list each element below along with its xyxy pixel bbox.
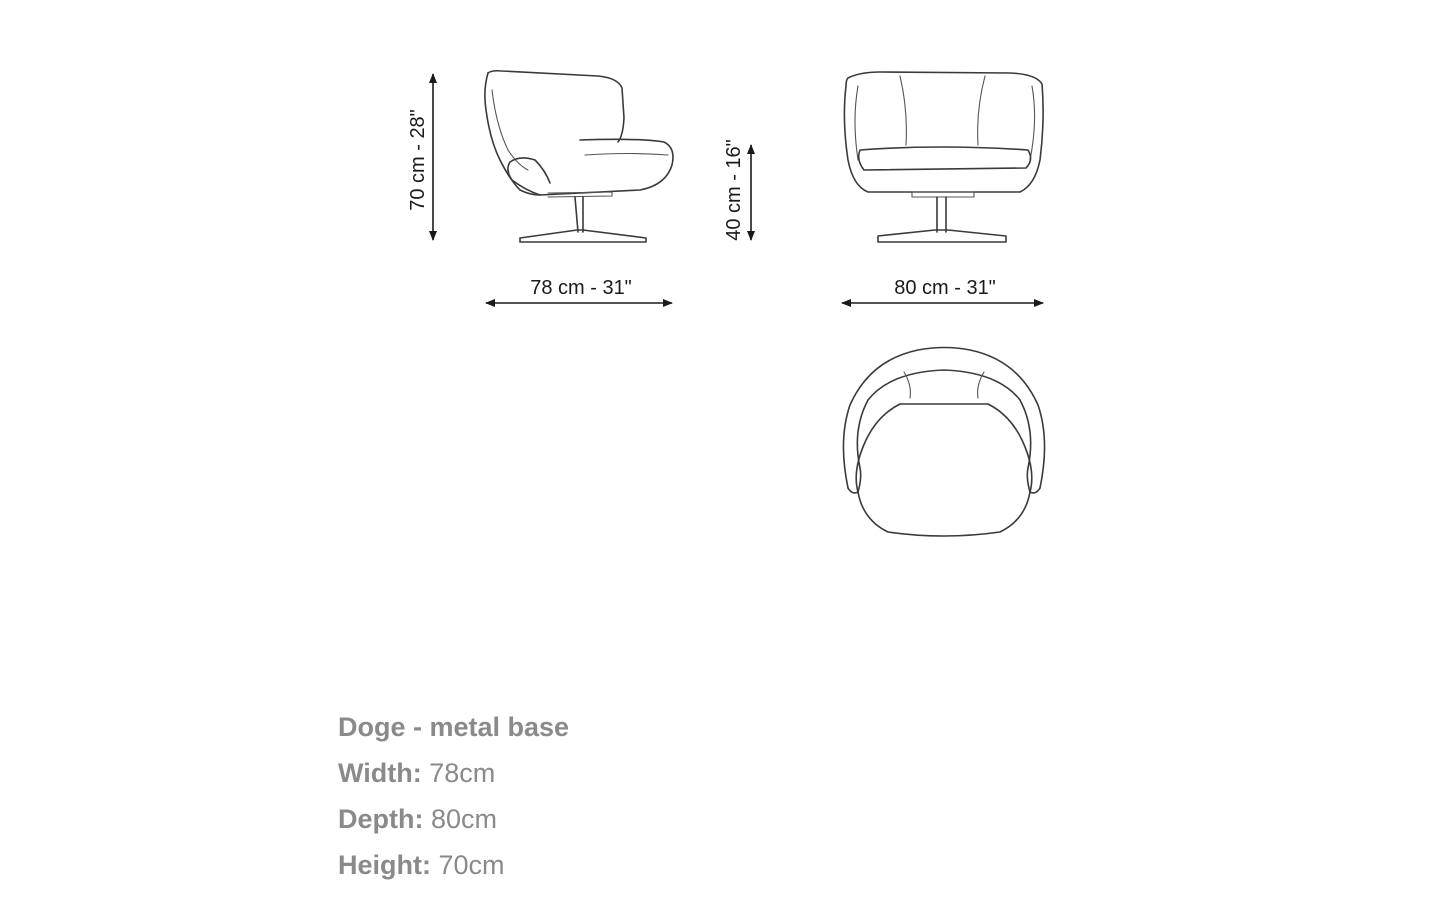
height-label: Height: xyxy=(338,850,431,880)
side-width-label: 78 cm - 31" xyxy=(530,277,632,299)
product-specs xyxy=(338,704,1038,888)
width-value: 78cm xyxy=(429,758,496,788)
width-label: Width: xyxy=(338,758,422,788)
front-view-chair xyxy=(844,72,1043,242)
top-view-chair xyxy=(843,348,1044,537)
product-title: Doge - metal base xyxy=(338,712,570,742)
side-height-label: 70 cm - 28" xyxy=(407,109,429,211)
side-view-chair xyxy=(485,71,673,242)
height-value: 70cm xyxy=(438,850,505,880)
depth-label: Depth: xyxy=(338,804,424,834)
depth-value: 80cm xyxy=(431,804,498,834)
spec-width xyxy=(338,750,1038,796)
spec-depth xyxy=(338,796,1038,842)
seat-height-label: 40 cm - 16" xyxy=(723,139,745,241)
spec-height xyxy=(338,842,1038,888)
front-width-label: 80 cm - 31" xyxy=(894,277,996,299)
